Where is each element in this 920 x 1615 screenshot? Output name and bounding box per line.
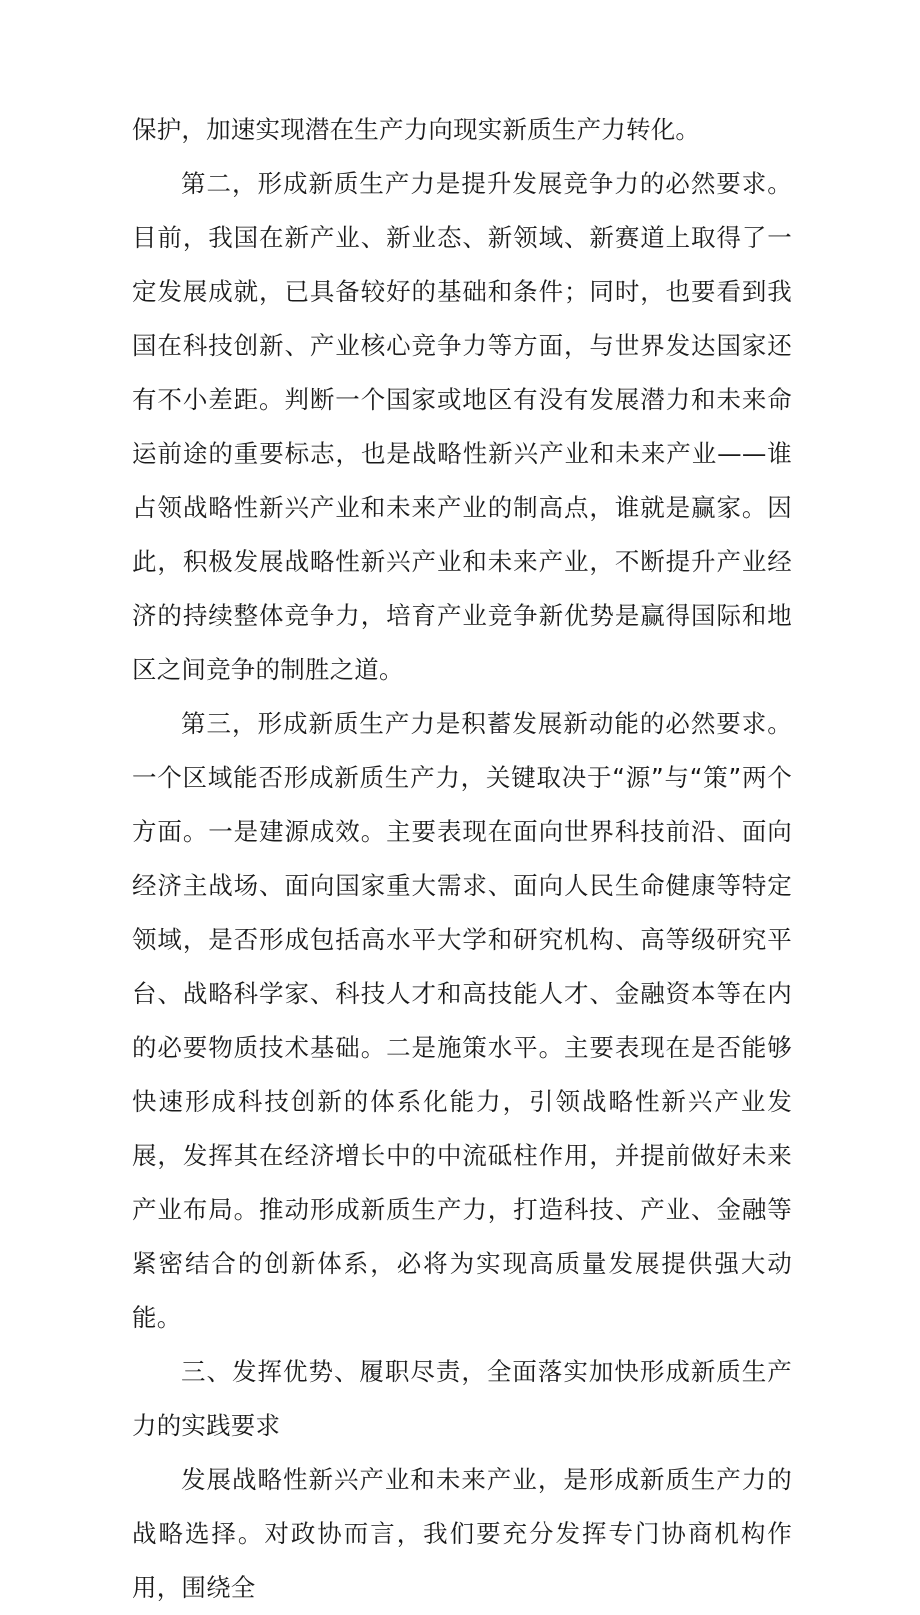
paragraph-third-requirement: 第三，形成新质生产力是积蓄发展新动能的必然要求。一个区域能否形成新质生产力，关键取决于“源”与“策”两个方面。一是建源成效。主要表现在面向世界科技前沿、面向经济主战场、面向国家重大需求、面向人民生命健康等特定领域，是否形成包括高水平大学和研究机构、高等级研究平台、战略科学家、科技人才和高技能人才、金融资本等在内的必要物质技术基础。二是施策水平。主要表现在是否能够快速形成科技创新的体系化能力，引领战略性新兴产业发展，发挥其在经济增长中的中流砥柱作用，并提前做好未来产业布局。推动形成新质生产力，打造科技、产业、金融等紧密结合的创新体系，必将为实现高质量发展提供强大动能。 [132, 709, 792, 1332]
document-body [132, 103, 792, 1615]
paragraph-continuation: 保护，加速实现潜在生产力向现实新质生产力转化。 [132, 115, 701, 144]
section-heading-three: 三、发挥优势、履职尽责，全面落实加快形成新质生产力的实践要求 [132, 1357, 792, 1440]
paragraph-second-requirement: 第二，形成新质生产力是提升发展竞争力的必然要求。目前，我国在新产业、新业态、新领域、新赛道上取得了一定发展成就，已具备较好的基础和条件；同时，也要看到我国在科技创新、产业核心竞争力等方面，与世界发达国家还有不小差距。判断一个国家或地区有没有发展潜力和未来命运前途的重要标志，也是战略性新兴产业和未来产业——谁占领战略性新兴产业和未来产业的制高点，谁就是赢家。因此，积极发展战略性新兴产业和未来产业，不断提升产业经济的持续整体竞争力，培育产业竞争新优势是赢得国际和地区之间竞争的制胜之道。 [132, 169, 792, 684]
paragraph-strategic-choice: 发展战略性新兴产业和未来产业，是形成新质生产力的战略选择。对政协而言，我们要充分发挥专门协商机构作用，围绕全 [132, 1465, 792, 1602]
